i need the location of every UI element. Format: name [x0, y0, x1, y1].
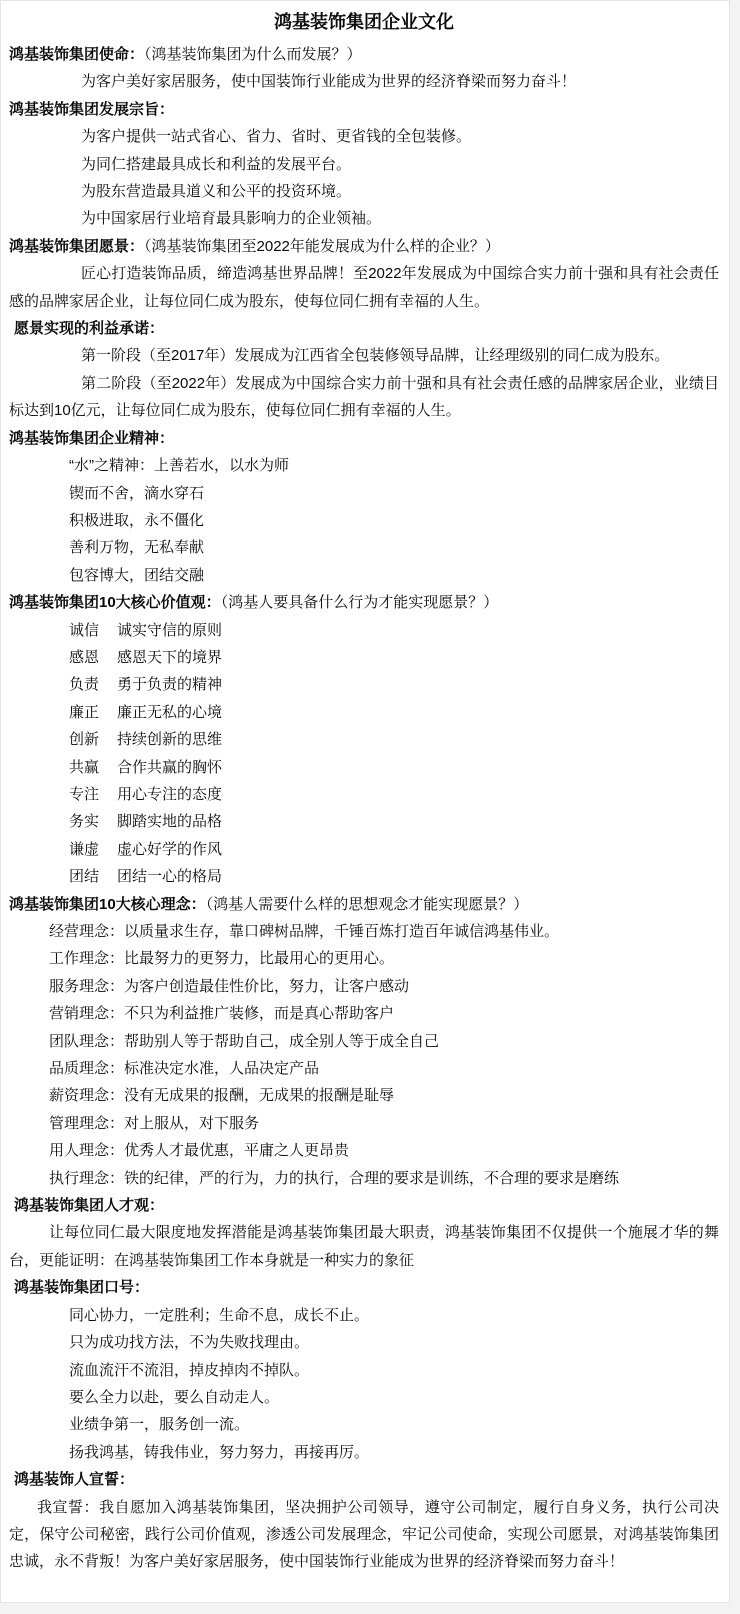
purpose-line: 为股东营造最具道义和公平的投资环境。: [81, 183, 352, 201]
value-term: 团结: [69, 868, 100, 886]
section-heading-promise: 愿景实现的利益承诺：: [14, 320, 165, 338]
value-desc: 用心专注的态度: [117, 785, 223, 803]
values-heading-label: 鸿基装饰集团10大核心价值观：: [9, 594, 221, 612]
mission-heading-note: （鸿基装饰集团为什么而发展？）: [144, 46, 362, 63]
promise-stage2: 第二阶段（至2022年）发展成为中国综合实力前十强和具有社会责任感的品牌家居企业，业绩目标达到10亿元，让每位同仁成为股东，使每位同仁拥有幸福的人生。: [9, 374, 719, 420]
mission-heading-label: 鸿基装饰集团使命：: [9, 46, 145, 63]
value-desc: 持续创新的思维: [117, 731, 223, 749]
oath-body: 我宣誓：我自愿加入鸿基装饰集团，坚决拥护公司领导，遵守公司制定，履行自身义务，执行公司决定，保守公司秘密，践行公司价值观，渗透公司发展理念，牢记公司使命，实现公司愿景，对鸿基装饰集团忠诚，永不背叛！为客户美好家居服务，使中国装饰行业能成为世界的经济脊梁而努力奋斗！: [9, 1498, 719, 1571]
value-item: [69, 754, 719, 781]
section-heading-oath: 鸿基装饰人宣誓：: [14, 1471, 135, 1489]
value-term: 谦虚: [69, 840, 100, 858]
value-term: 感恩: [69, 648, 100, 666]
document-content: [1, 1, 729, 1576]
value-item: [69, 836, 719, 863]
concept-line: 经营理念：以质量求生存，靠口碑树品牌，千锤百炼打造百年诚信鸿基伟业。: [49, 923, 560, 940]
value-item: [69, 644, 719, 671]
promise-stage1: 第一阶段（至2017年）发展成为江西省全包装修领导品牌，让经理级别的同仁成为股东。: [81, 347, 670, 365]
value-term: 创新: [69, 731, 100, 749]
slogan-line: 业绩争第一，服务创一流。: [69, 1416, 250, 1434]
value-item: [69, 808, 719, 835]
value-item: [69, 617, 719, 644]
slogan-line: 要么全力以赴，要么自动走人。: [69, 1388, 280, 1406]
value-item: [69, 726, 719, 753]
concept-line: 工作理念：比最努力的更努力，比最用心的更用心。: [49, 950, 395, 968]
values-heading-note: （鸿基人要具备什么行为才能实现愿景？）: [220, 594, 499, 612]
concept-line: 用人理念：优秀人才最优惠，平庸之人更昂贵: [49, 1142, 350, 1160]
slogan-line: 只为成功找方法，不为失败找理由。: [69, 1334, 310, 1352]
slogan-line: 扬我鸿基，铸我伟业，努力努力，再接再厉。: [69, 1443, 370, 1461]
concept-line: 团队理念：帮助别人等于帮助自己，成全别人等于成全自己: [49, 1032, 440, 1050]
spirit-line: 锲而不舍，滴水穿石: [69, 484, 205, 502]
spirit-line: “水”之精神：上善若水，以水为师: [69, 457, 289, 475]
value-desc: 合作共赢的胸怀: [117, 758, 223, 776]
value-term: 专注: [69, 785, 100, 803]
value-desc: 勇于负责的精神: [117, 676, 223, 694]
concept-line: 薪资理念：没有无成果的报酬，无成果的报酬是耻辱: [49, 1087, 395, 1105]
section-heading-spirit: 鸿基装饰集团企业精神：: [9, 429, 175, 447]
value-item: [69, 781, 719, 808]
spirit-line: 包容博大，团结交融: [69, 566, 205, 584]
vision-heading-label: 鸿基装饰集团愿景：: [9, 237, 145, 255]
section-heading-vision: [9, 233, 719, 260]
spirit-line: 积极进取，永不僵化: [69, 511, 205, 529]
purpose-line: 为客户提供一站式省心、省力、省时、更省钱的全包装修。: [81, 128, 472, 146]
talent-body: 让每位同仁最大限度地发挥潜能是鸿基装饰集团最大职责，鸿基装饰集团不仅提供一个施展才华的舞台，更能证明：在鸿基装饰集团工作本身就是一种实力的象征: [9, 1224, 719, 1269]
section-heading-talent: 鸿基装饰集团人才观：: [14, 1197, 165, 1215]
concept-line: 营销理念：不只为利益推广装修，而是真心帮助客户: [49, 1005, 395, 1023]
value-term: 诚信: [69, 621, 100, 639]
value-term: 务实: [69, 813, 100, 831]
spirit-line: 善利万物，无私奉献: [69, 539, 205, 557]
vision-heading-note: （鸿基装饰集团至2022年能发展成为什么样的企业？）: [144, 237, 500, 255]
value-desc: 脚踏实地的品格: [117, 813, 223, 831]
section-heading-purpose: 鸿基装饰集团发展宗旨：: [9, 100, 175, 118]
purpose-line: 为中国家居行业培育最具影响力的企业领袖。: [81, 210, 382, 228]
vision-body: 匠心打造装饰品质，缔造鸿基世界品牌！至2022年发展成为中国综合实力前十强和具有社会责任感的品牌家居企业，让每位同仁成为股东，使每位同仁拥有幸福的人生。: [9, 265, 719, 310]
value-desc: 廉正无私的心境: [117, 703, 223, 721]
concept-line: 管理理念：对上服从，对下服务: [49, 1114, 260, 1132]
value-term: 廉正: [69, 703, 100, 721]
slogan-line: 流血流汗不流泪，掉皮掉肉不掉队。: [69, 1361, 310, 1379]
purpose-line: 为同仁搭建最具成长和利益的发展平台。: [81, 155, 352, 173]
section-heading-values: [9, 589, 719, 616]
concept-line: 品质理念：标准决定水准，人品决定产品: [49, 1060, 320, 1078]
value-desc: 感恩天下的境界: [117, 648, 223, 666]
value-desc: 诚实守信的原则: [117, 621, 223, 639]
value-term: 共赢: [69, 758, 100, 776]
section-heading-slogan: 鸿基装饰集团口号：: [14, 1279, 150, 1297]
concepts-heading-note: （鸿基人需要什么样的思想观念才能实现愿景？）: [205, 895, 529, 913]
value-item: [69, 671, 719, 698]
mission-body: 为客户美好家居服务，使中国装饰行业能成为世界的经济脊梁而努力奋斗！: [81, 73, 577, 91]
value-desc: 团结一心的格局: [117, 868, 223, 886]
slogan-line: 同心协力，一定胜利；生命不息，成长不止。: [69, 1306, 370, 1324]
value-item: [69, 699, 719, 726]
concept-line: 服务理念：为客户创造最佳性价比，努力，让客户感动: [49, 977, 410, 995]
concept-line: 执行理念：铁的纪律，严的行为，力的执行，合理的要求是训练，不合理的要求是磨练: [49, 1169, 620, 1187]
section-heading-mission: [9, 41, 719, 68]
section-heading-concepts: [9, 891, 719, 918]
value-desc: 虚心好学的作风: [117, 840, 223, 858]
value-term: 负责: [69, 676, 100, 694]
value-item: [69, 863, 719, 890]
concepts-heading-label: 鸿基装饰集团10大核心理念：: [9, 895, 206, 913]
page-title: 鸿基装饰集团企业文化: [274, 12, 454, 32]
